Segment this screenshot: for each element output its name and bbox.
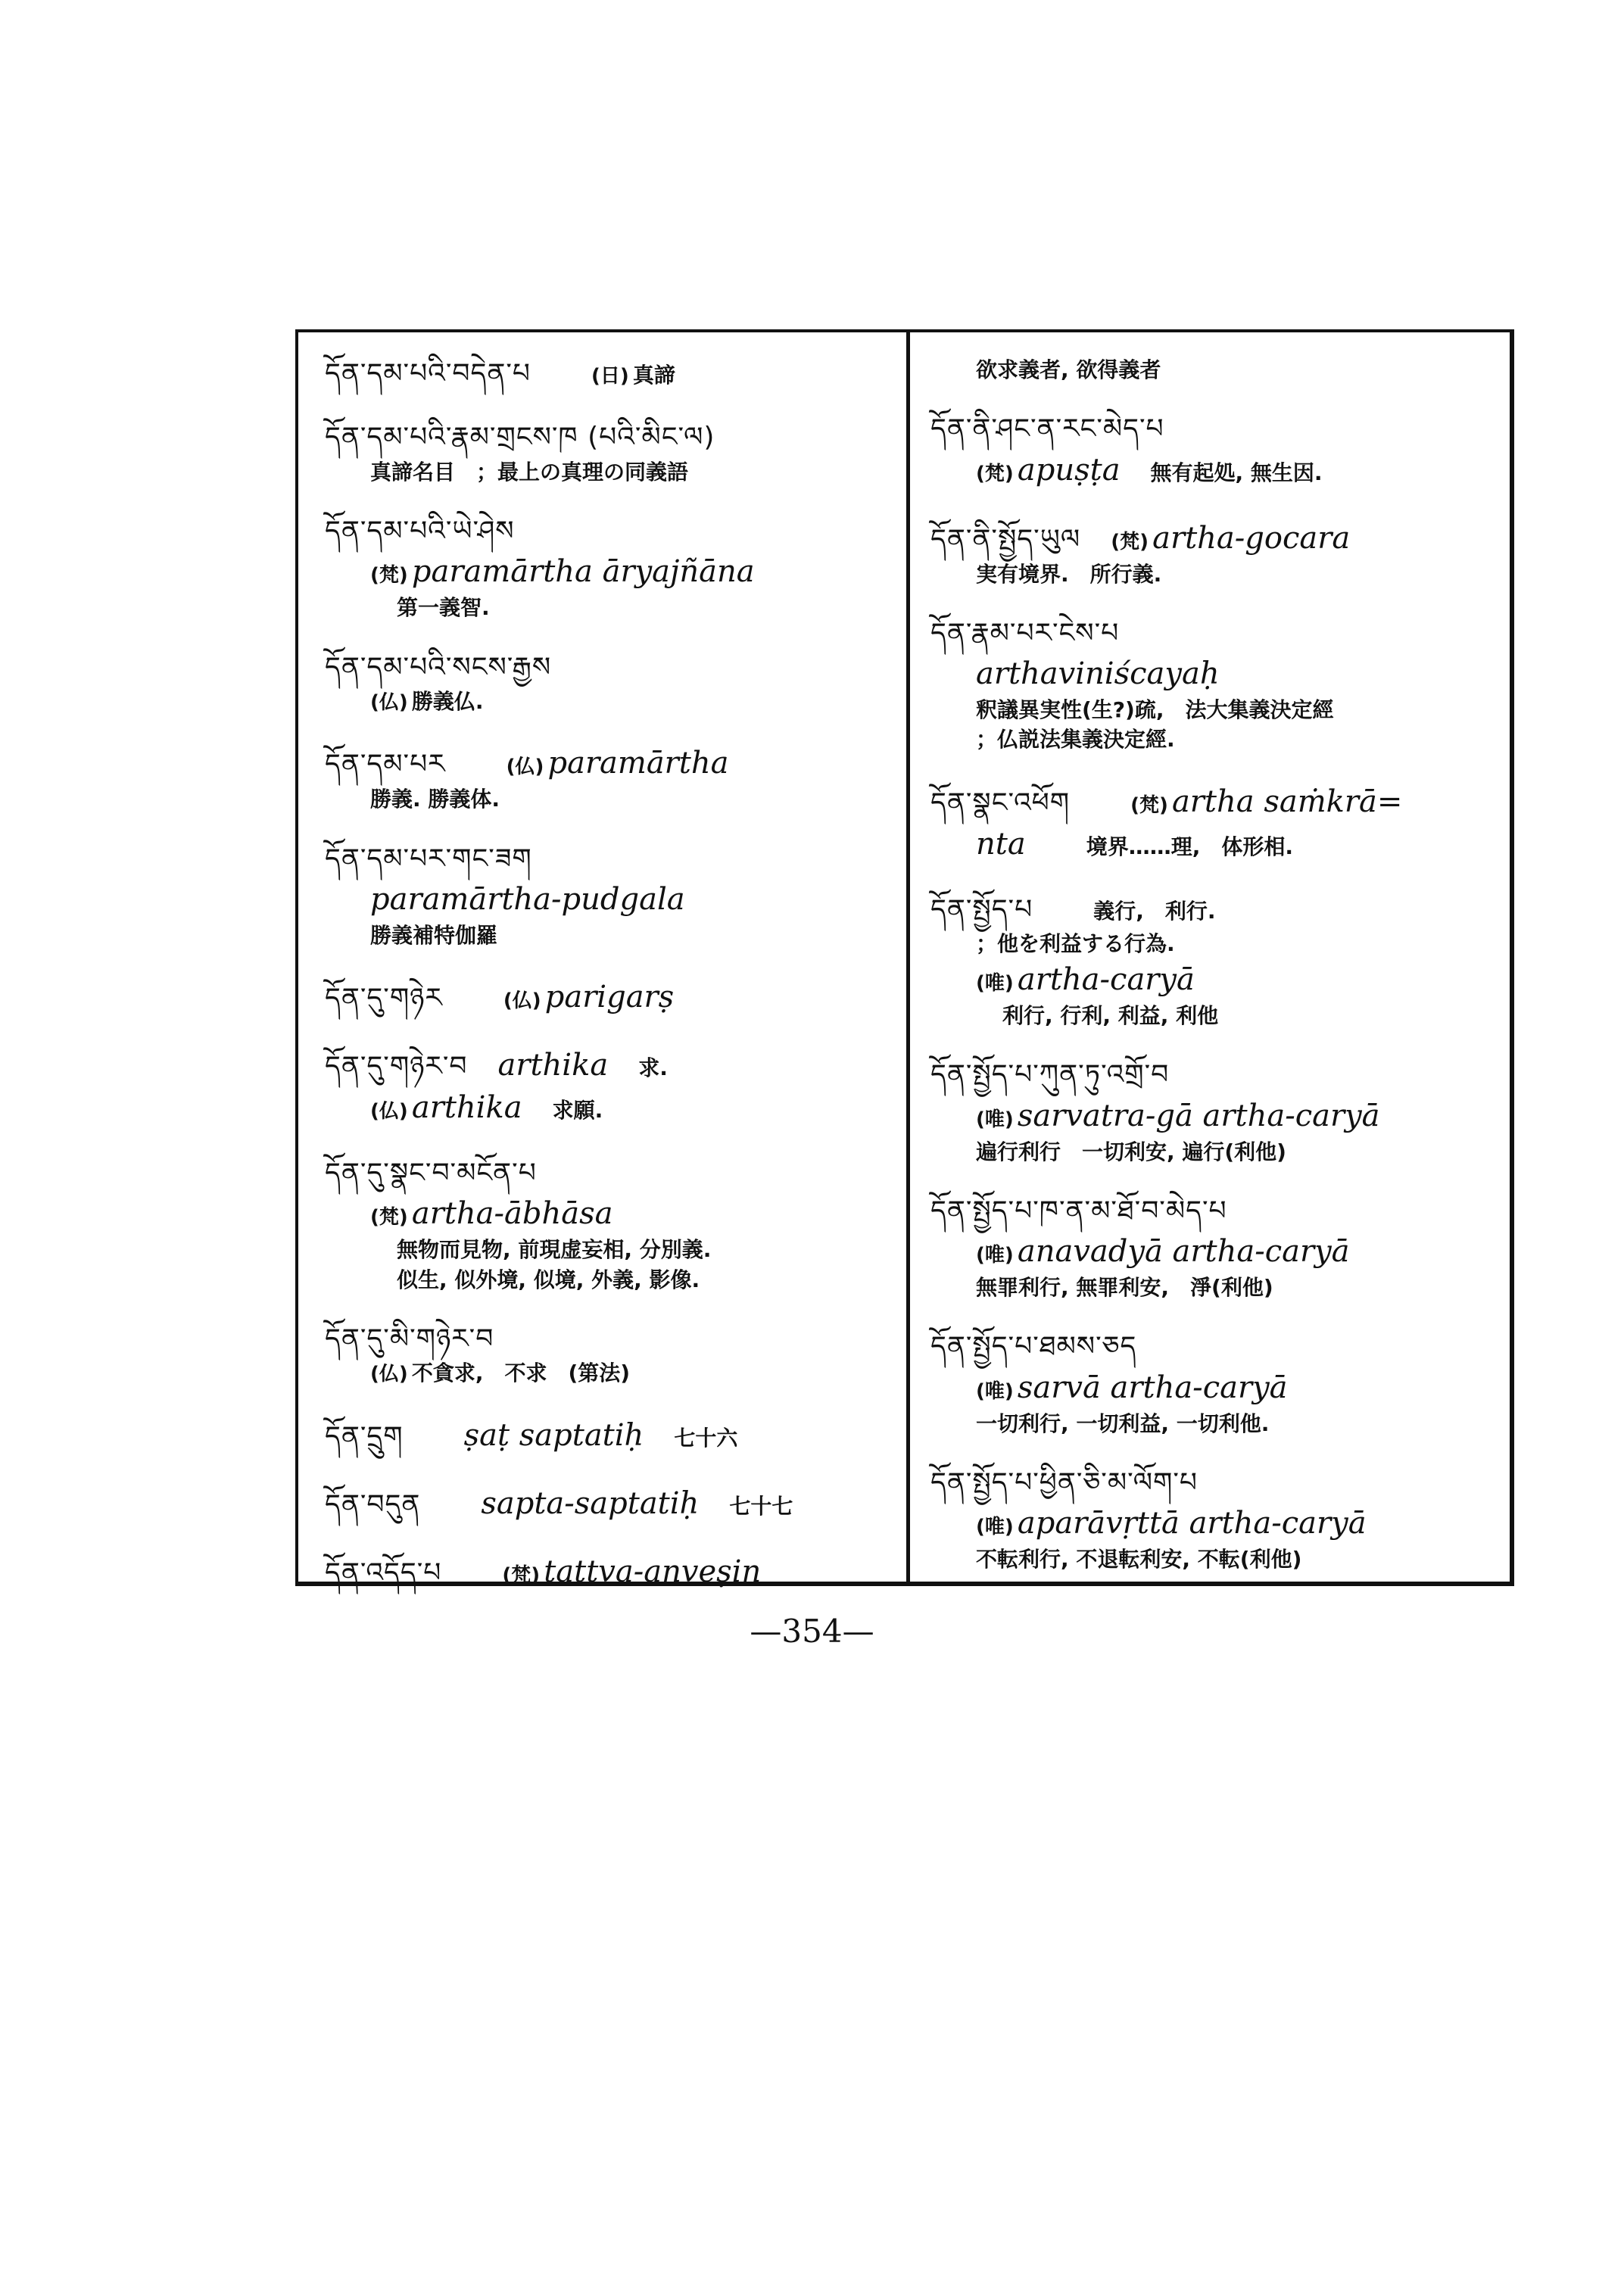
page-number: —354— [750,1613,874,1650]
sanskrit-term: sarvā artha-caryā [1017,1370,1288,1405]
source-tag: (仏) [503,990,541,1013]
gloss: 不貪求, 不求 (第法) [411,1361,631,1386]
gloss: 真諦名目 ；最上の真理の同義語 [370,459,689,485]
sanskrit-term: aparāvṛttā artha-caryā [1017,1506,1367,1541]
entry [930,517,1506,589]
entry [325,1414,896,1457]
gloss: 一切利行, 一切利益, 一切利他. [976,1410,1270,1436]
source-tag: (梵) [370,564,408,588]
gloss: 釈議異実性(生?)疏, 法大集義決定經 [976,697,1334,723]
gloss: 真諦 [632,363,675,388]
tibetan-headword: དོན་དམ་པའི་བདེན་པ [325,358,531,389]
source-tag: (梵) [502,1563,541,1587]
gloss: 利行, 行利, 利益, 利他 [1002,1003,1219,1029]
sanskrit-term: paramārtha-pudgala [370,881,685,917]
left-column [325,355,896,1589]
sanskrit-term: ṣaṭ saptatiḥ [463,1417,644,1453]
tibetan-headword: དོན་བདུན [325,1488,421,1520]
source-tag: (梵) [1130,793,1168,817]
gloss: 無有起処, 無生因. [1150,460,1323,485]
tibetan-headword: དོན་དུ་གཉེར་བ [325,1051,468,1083]
entry [930,1464,1506,1575]
tibetan-headword: དོན་དུ་མི་གཉེར་བ [325,1323,494,1354]
entry [325,742,896,814]
sanskrit-term: artha-ābhāsa [411,1196,613,1232]
gloss: ；他を利益する行為. [976,930,1175,956]
tibetan-headword: དོན་དམ་པར་གང་ཟག [325,843,532,874]
gloss: 勝義仏. [411,688,484,714]
tibetan-headword: དོན་དུ་གཉེར [325,983,443,1015]
sanskrit-term: arthika [497,1048,609,1083]
sanskrit-term: artha saṁkrā= [1171,784,1403,819]
sanskrit-term: nta [976,826,1026,862]
gloss: 勝義補特伽羅 [370,922,498,948]
tibetan-headword: དོན་སྤྱོད་པ་ཀུན་ཏུ་འགྲོ་བ [930,1059,1170,1091]
sanskrit-term: artha-gocara [1152,520,1351,556]
tibetan-headword: དོན་དམ་པའི་ཡེ་ཤེས [325,515,515,547]
column-divider [906,332,910,1582]
sanskrit-term: anavadyā artha-caryā [1017,1234,1350,1270]
gloss: 勝義. 勝義体. [370,787,500,812]
entry [325,355,896,393]
gloss: 義行, 利行. [1093,898,1216,924]
entry [325,840,896,951]
entry [930,615,1506,755]
source-tag: (唯) [976,1244,1014,1267]
tibetan-headword: དོན་སྤྱོད་པ་ཐམས་ཅད [930,1331,1137,1363]
entry [325,1155,896,1295]
right-column [930,355,1506,1572]
dictionary-frame [295,329,1514,1589]
source-tag: (梵) [370,1206,408,1230]
entry [930,781,1506,865]
tibetan-headword: དོན་སྤྱོད་པ [930,893,1033,925]
gloss: 欲求義者, 欲得義者 [976,357,1161,382]
sanskrit-term: arthaviniścayaḥ [976,656,1220,692]
tibetan-headword: དོན་སྣང་འཕོག [930,787,1071,818]
entry [325,1551,896,1593]
entry [325,419,896,487]
entry [325,649,896,717]
tibetan-headword: དོན་དམ་པའི་རྣམ་གྲངས་ཁ (པའི་མིང་ལ) [325,422,715,454]
entry [930,355,1506,385]
sanskrit-term: sapta-saptatiḥ [481,1485,700,1521]
source-tag: (仏) [370,1100,408,1124]
entry [930,1192,1506,1303]
tibetan-headword: དོན་དམ་པའི་སངས་རྒྱས [325,651,552,683]
tibetan-headword: དོན་རྣམ་པར་ངེས་པ [930,617,1120,649]
source-tag: (梵) [976,462,1014,485]
gloss: 無罪利行, 無罪利安, 淨(利他) [976,1275,1273,1301]
entry [325,513,896,623]
gloss: 第一義智. [397,595,490,621]
gloss: 七十七 [729,1493,793,1519]
source-tag: (唯) [976,1379,1014,1403]
tibetan-headword: དོན་སྤྱོད་པ་ཁ་ན་མ་ཐོ་བ་མེད་པ [930,1195,1227,1226]
gloss: 無物而見物, 前現虚妄相, 分別義. [397,1237,712,1263]
source-tag: (仏) [370,690,408,714]
entry [325,1320,896,1389]
tibetan-headword: དོན་ནི་ཤང་ན་རང་མེད་པ [930,413,1164,445]
entry [325,976,896,1018]
entry [325,1482,896,1525]
gloss: 境界……理, 体形相. [1086,834,1293,859]
sanskrit-term: paramārtha [547,746,729,781]
sanskrit-term: parigarṣ [544,980,675,1015]
sanskrit-term: apuṣṭa [1017,452,1121,488]
gloss: 求願. [552,1098,603,1124]
source-tag: (唯) [976,1516,1014,1539]
tibetan-headword: དོན་འདོད་པ [325,1557,442,1588]
tibetan-headword: དོན་དྲུག [325,1420,404,1452]
tibetan-headword: དོན་དུ་སྣང་བ་མངོན་པ [325,1158,537,1189]
sanskrit-term: paramārtha āryajñāna [411,554,755,590]
gloss: 七十六 [674,1425,738,1451]
entry [930,891,1506,1031]
entry [930,1056,1506,1167]
entry [325,1044,896,1129]
sanskrit-term: artha-caryā [1017,962,1195,998]
gloss: 遍行利行 一切利安, 遍行(利他) [976,1139,1286,1164]
gloss: 不転利行, 不退転利安, 不転(利他) [976,1547,1302,1572]
gloss: 求. [638,1055,668,1081]
source-tag: (唯) [976,1108,1014,1131]
source-tag: (日) [591,365,629,388]
source-tag: (唯) [976,972,1014,996]
tibetan-headword: དོན་དམ་པར [325,749,446,781]
entry [930,410,1506,491]
tibetan-headword: དོན་ནི་སྤྱོད་ཡུལ [930,523,1081,555]
gloss: 実有境界. 所行義. [976,561,1162,587]
sanskrit-term: tattva-anveṣin [544,1554,762,1589]
sanskrit-term: sarvatra-gā artha-caryā [1017,1098,1380,1133]
source-tag: (仏) [370,1363,408,1386]
source-tag: (仏) [506,756,544,779]
gloss: ；仏説法集義決定經. [976,727,1175,753]
source-tag: (梵) [1111,530,1149,553]
sanskrit-term: arthika [411,1090,522,1126]
entry [930,1328,1506,1438]
tibetan-headword: དོན་སྤྱོད་པ་ཕྱིན་ཅི་མ་ལོག་པ [930,1467,1199,1499]
gloss: 似生, 似外境, 似境, 外義, 影像. [397,1267,700,1292]
